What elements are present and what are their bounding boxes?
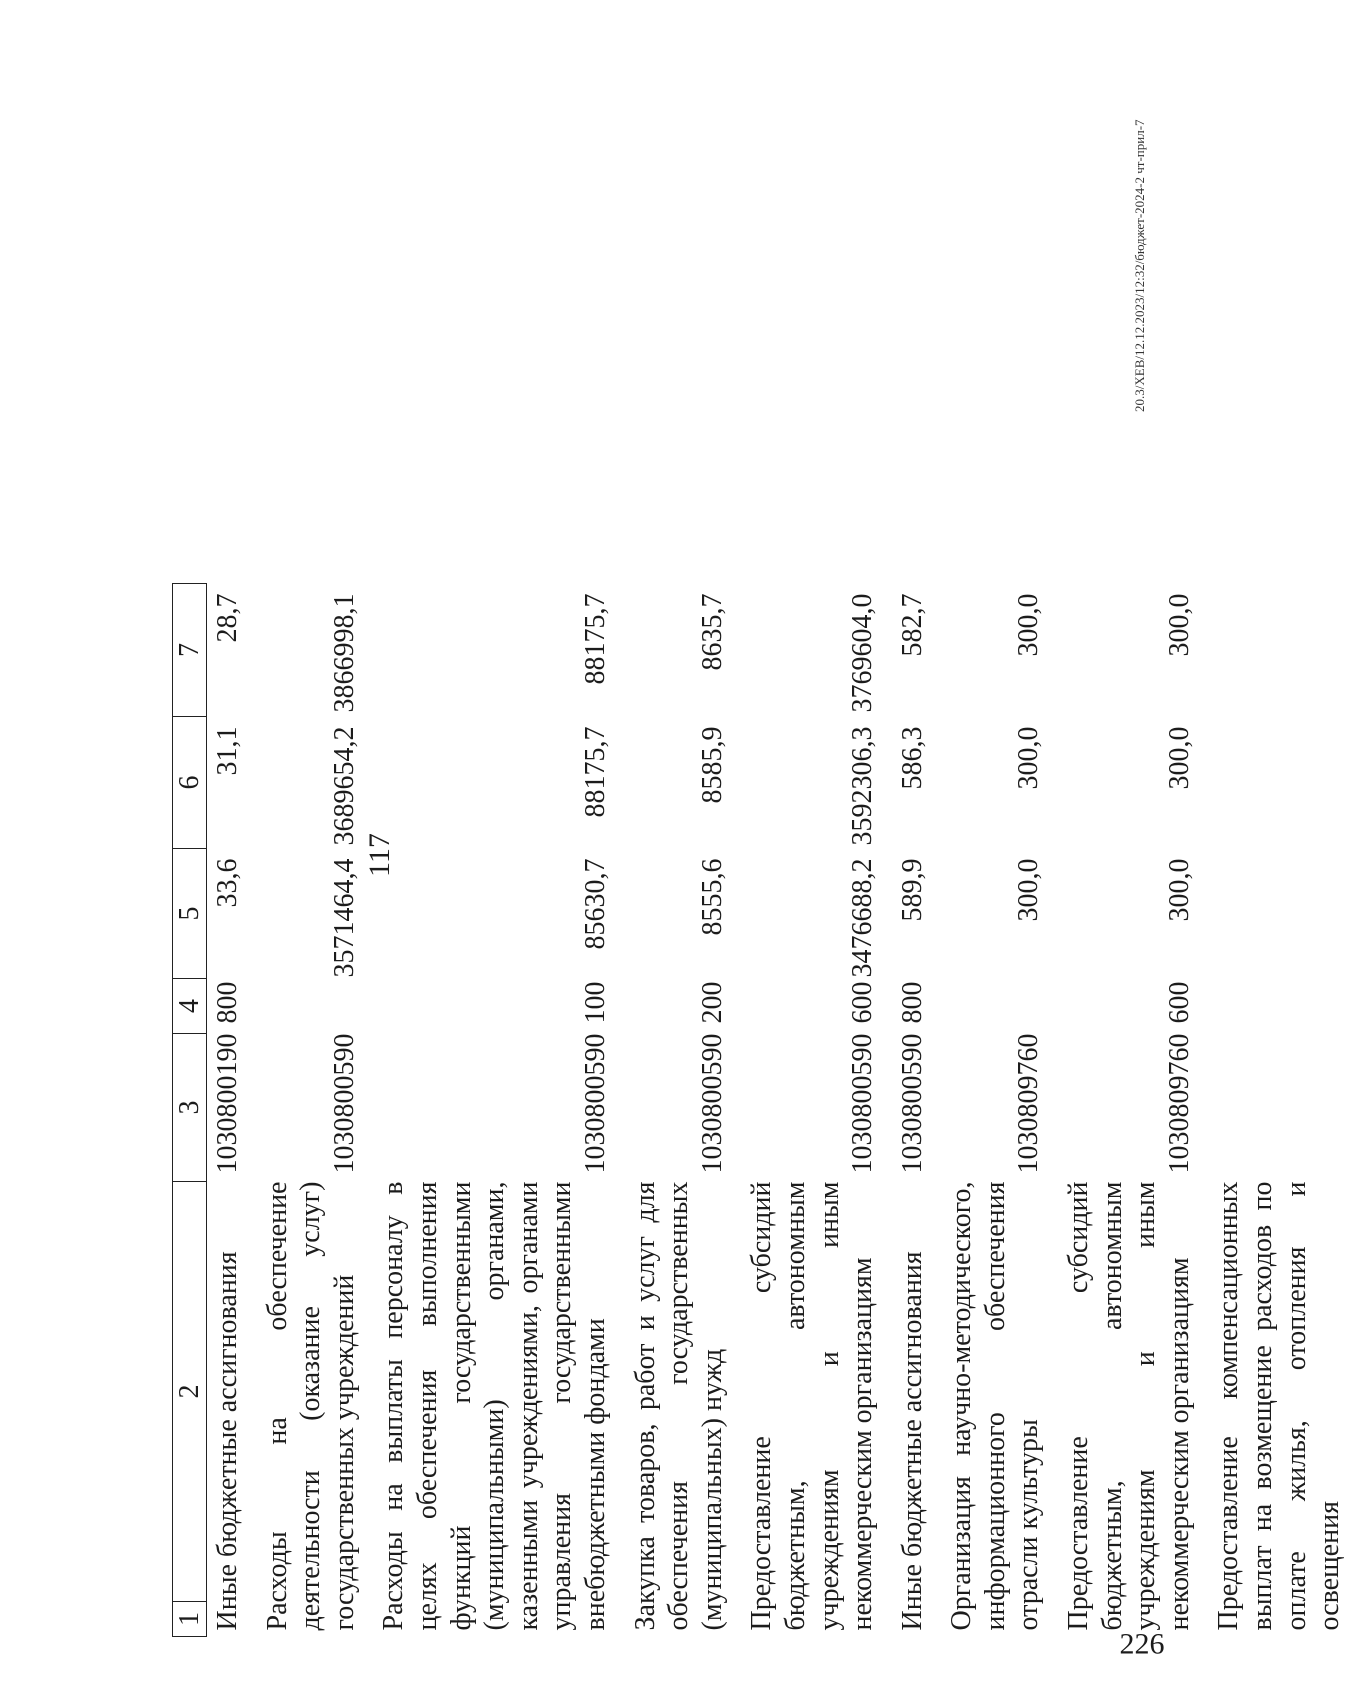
table-row [207,584,245,1637]
table-row [1196,584,1346,1637]
row-code: 1030800590 [847,1033,879,1174]
row-value-2026: 8635,7 [696,593,728,671]
row-vr: 600 [847,981,879,1024]
row-value-2026: 3866998,1 [328,593,360,713]
row-value-2025: 586,3 [896,726,928,790]
row-vr: 200 [696,981,728,1024]
row-name: Организация научно-методического, информационного обеспечения отрасли культуры [946,1181,1045,1631]
row-value-2025: 3592306,3 [847,726,879,846]
table-row [1046,584,1196,1637]
budget-table [172,583,1347,1637]
row-value-2025: 31,1 [212,726,243,776]
row-code: 1030800590 [579,1033,611,1174]
header-col-3: 3 [173,1034,207,1182]
table-row [361,584,612,1637]
row-value-2024 [1196,849,1346,979]
row-name: Иные бюджетные ассигнования [212,1251,243,1631]
row-vr [929,979,1046,1034]
header-row [173,584,207,1637]
table-row [729,584,879,1637]
row-vr: 100 [579,981,611,1024]
table-row [245,584,362,1637]
row-value-2024: 33,6 [212,858,243,908]
row-name: Иные бюджетные ассигнования [896,1251,928,1631]
row-value-2024: 3571464,4 [328,858,360,978]
row-code: 1030809760 [1163,1033,1195,1174]
header-col-4: 4 [173,979,207,1034]
row-value-2025: 300,0 [1013,726,1045,790]
row-value-2025: 8585,9 [696,726,728,804]
row-vr: 600 [1163,981,1195,1024]
row-code: 1030809760 [1013,1033,1045,1174]
row-value-2026: 88175,7 [579,593,611,685]
header-col-2: 2 [173,1182,207,1602]
page-number-bottom: 226 [1119,1627,1165,1661]
header-col-5: 5 [173,849,207,979]
row-value-2024: 300,0 [1013,858,1045,922]
row-value-2024: 300,0 [1163,858,1195,922]
row-value-2025: 300,0 [1163,726,1195,790]
row-code: 1030800590 [696,1033,728,1174]
table-row [880,584,930,1637]
row-value-2025 [1196,717,1346,849]
row-value-2024: 589,9 [896,858,928,922]
row-value-2025: 88175,7 [579,726,611,818]
row-code: 1030800190 [212,1033,243,1174]
row-value-2024: 8555,6 [696,858,728,936]
row-value-2026: 300,0 [1163,593,1195,657]
row-code: 1030800590 [896,1033,928,1174]
row-name: Предоставление компенсационных выплат на возмещение расходов по оплате жилья, отопления и освещения [1213,1181,1346,1631]
row-value-2026 [1196,584,1346,717]
table-row [929,584,1046,1637]
row-name: Предоставление субсидий бюджетным, автономным учреждениям и иным некоммерческим организациям [1063,1181,1195,1631]
table-row [613,584,730,1637]
row-value-2024: 85630,7 [579,858,611,950]
row-value-2025: 3689654,2 [328,726,360,846]
row-code: 1030800590 [328,1033,360,1174]
row-value-2026: 3769604,0 [847,593,879,713]
header-col-7: 7 [173,584,207,717]
row-name: Расходы на обеспечение деятельности (оказание услуг) государственных учреждений [261,1181,360,1631]
row-name: Закупка товаров, работ и услуг для обеспечения государственных (муниципальных) нужд [629,1181,728,1631]
row-value-2026: 28,7 [212,593,243,643]
row-value-2024: 3476688,2 [847,858,879,978]
row-vr: 800 [896,981,928,1024]
row-value-2026: 300,0 [1013,593,1045,657]
header-col-1: 1 [173,1602,207,1637]
row-value-2026: 582,7 [896,593,928,657]
row-name: Расходы на выплаты персоналу в целях обеспечения выполнения функций государственными (муниципальными) органами, казенными учреждениями, органами управления государственными внебюджетными фондами [378,1181,611,1631]
page-number-top: 117 [363,833,396,877]
row-name: Предоставление субсидий бюджетным, автономным учреждениям и иным некоммерческим организациям [746,1181,879,1631]
row-vr [1196,979,1346,1034]
footer-code: 20.3/ХЕВ/12.12.2023/12:32/бюджет-2024-2 чт-прил-7 [1132,119,1147,412]
row-code [1196,1034,1346,1182]
header-col-6: 6 [173,717,207,849]
row-vr: 800 [212,981,243,1024]
row-vr [245,979,362,1034]
